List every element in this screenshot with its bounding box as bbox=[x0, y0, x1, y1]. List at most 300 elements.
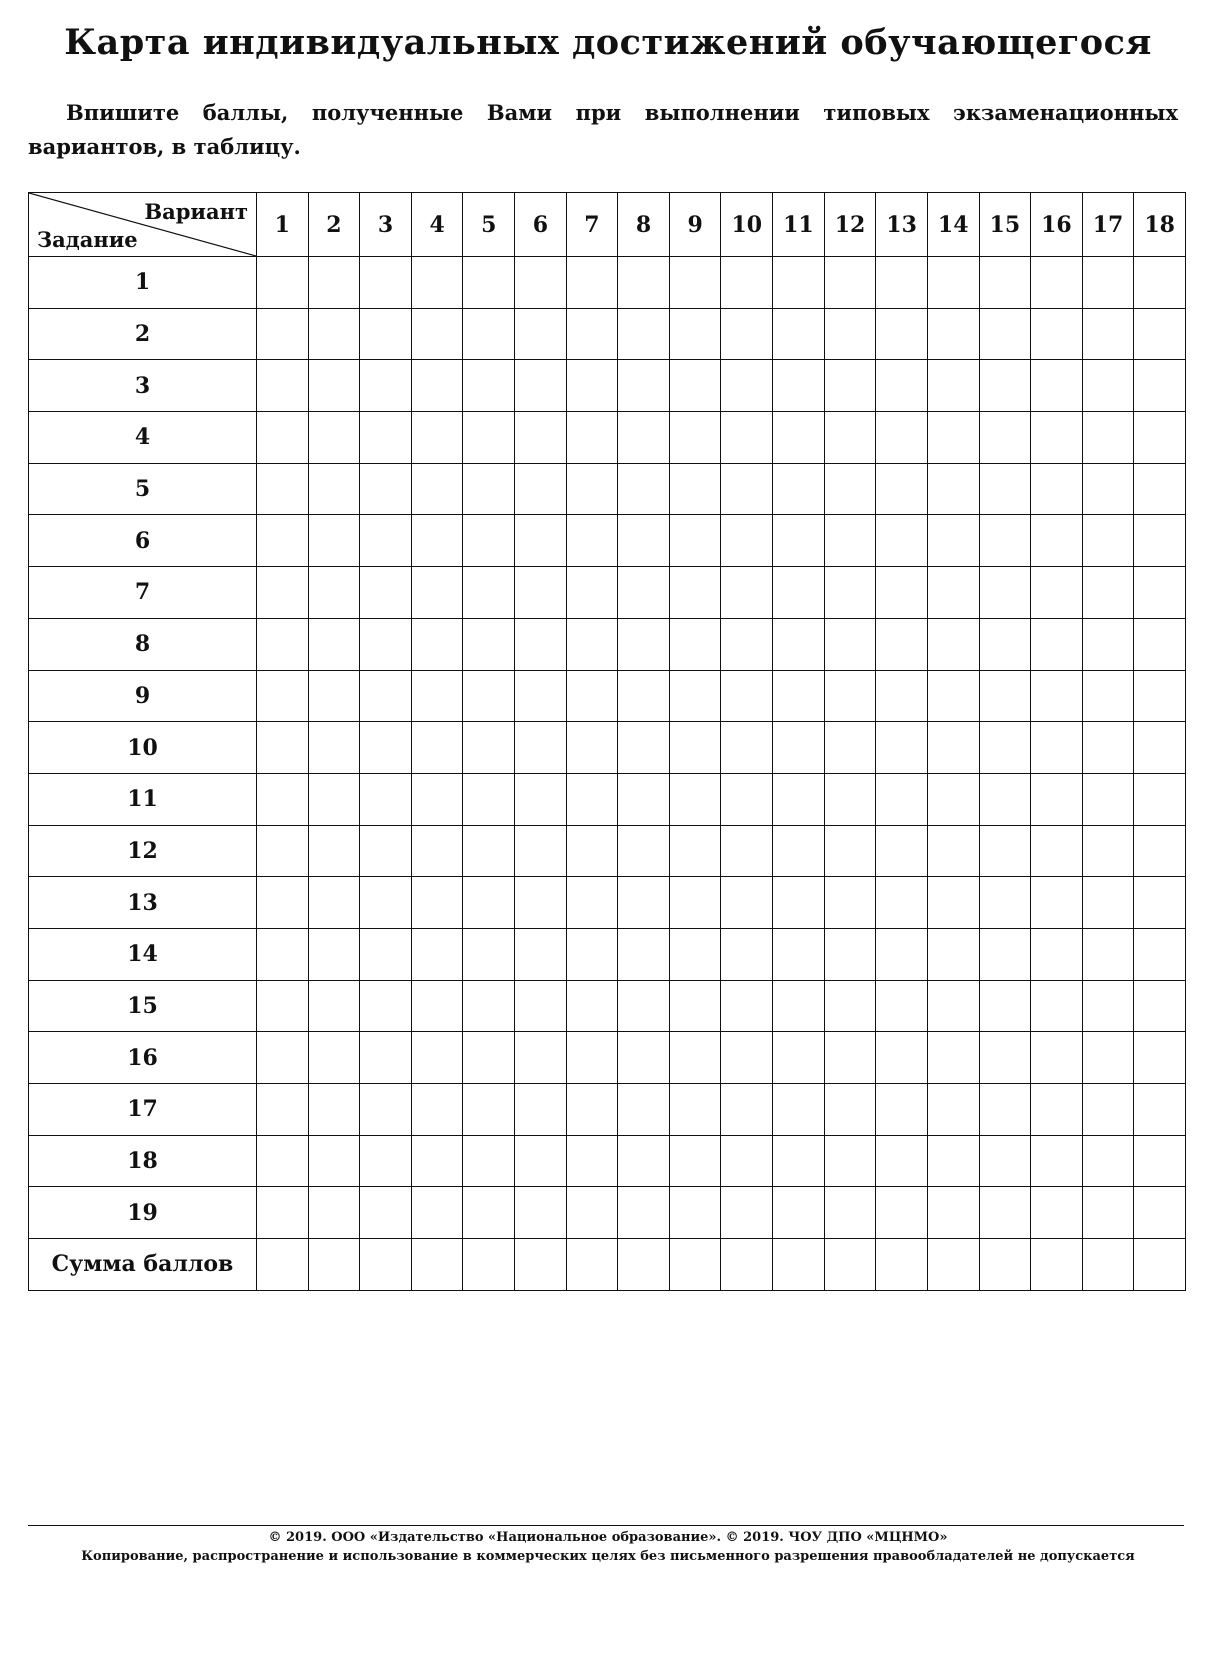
score-cell[interactable] bbox=[257, 412, 309, 464]
score-cell[interactable] bbox=[927, 722, 979, 774]
score-cell[interactable] bbox=[411, 1187, 463, 1239]
score-cell[interactable] bbox=[618, 618, 670, 670]
score-cell[interactable] bbox=[669, 412, 721, 464]
score-cell[interactable] bbox=[1134, 567, 1186, 619]
score-cell[interactable] bbox=[515, 1032, 567, 1084]
score-cell[interactable] bbox=[463, 618, 515, 670]
score-cell[interactable] bbox=[618, 1187, 670, 1239]
score-cell[interactable] bbox=[876, 722, 928, 774]
score-cell[interactable] bbox=[463, 825, 515, 877]
score-cell[interactable] bbox=[773, 515, 825, 567]
score-cell[interactable] bbox=[669, 722, 721, 774]
score-cell[interactable] bbox=[824, 825, 876, 877]
score-cell[interactable] bbox=[515, 463, 567, 515]
score-cell[interactable] bbox=[1031, 1084, 1083, 1136]
score-cell[interactable] bbox=[1134, 1187, 1186, 1239]
score-cell[interactable] bbox=[721, 515, 773, 567]
score-cell[interactable] bbox=[618, 515, 670, 567]
score-cell[interactable] bbox=[927, 980, 979, 1032]
score-cell[interactable] bbox=[463, 773, 515, 825]
score-cell[interactable] bbox=[979, 515, 1031, 567]
score-cell[interactable] bbox=[515, 980, 567, 1032]
score-cell[interactable] bbox=[669, 1239, 721, 1291]
score-cell[interactable] bbox=[669, 1032, 721, 1084]
score-cell[interactable] bbox=[411, 308, 463, 360]
score-cell[interactable] bbox=[979, 980, 1031, 1032]
score-cell[interactable] bbox=[308, 360, 360, 412]
score-cell[interactable] bbox=[515, 1135, 567, 1187]
score-cell[interactable] bbox=[1031, 928, 1083, 980]
score-cell[interactable] bbox=[876, 1084, 928, 1136]
score-cell[interactable] bbox=[566, 257, 618, 309]
score-cell[interactable] bbox=[1082, 877, 1134, 929]
score-cell[interactable] bbox=[721, 1239, 773, 1291]
score-cell[interactable] bbox=[257, 670, 309, 722]
score-cell[interactable] bbox=[360, 567, 412, 619]
score-cell[interactable] bbox=[463, 360, 515, 412]
score-cell[interactable] bbox=[824, 928, 876, 980]
score-cell[interactable] bbox=[927, 618, 979, 670]
score-cell[interactable] bbox=[824, 618, 876, 670]
score-cell[interactable] bbox=[257, 773, 309, 825]
score-cell[interactable] bbox=[257, 722, 309, 774]
score-cell[interactable] bbox=[1082, 722, 1134, 774]
score-cell[interactable] bbox=[1031, 567, 1083, 619]
score-cell[interactable] bbox=[979, 308, 1031, 360]
score-cell[interactable] bbox=[1031, 670, 1083, 722]
score-cell[interactable] bbox=[566, 928, 618, 980]
score-cell[interactable] bbox=[360, 618, 412, 670]
score-cell[interactable] bbox=[669, 567, 721, 619]
score-cell[interactable] bbox=[979, 618, 1031, 670]
score-cell[interactable] bbox=[463, 308, 515, 360]
score-cell[interactable] bbox=[257, 567, 309, 619]
score-cell[interactable] bbox=[257, 877, 309, 929]
score-cell[interactable] bbox=[463, 980, 515, 1032]
score-cell[interactable] bbox=[721, 1135, 773, 1187]
score-cell[interactable] bbox=[824, 722, 876, 774]
score-cell[interactable] bbox=[308, 1032, 360, 1084]
score-cell[interactable] bbox=[1082, 463, 1134, 515]
score-cell[interactable] bbox=[669, 308, 721, 360]
score-cell[interactable] bbox=[308, 825, 360, 877]
score-cell[interactable] bbox=[566, 670, 618, 722]
score-cell[interactable] bbox=[257, 618, 309, 670]
score-cell[interactable] bbox=[257, 308, 309, 360]
score-cell[interactable] bbox=[1134, 308, 1186, 360]
score-cell[interactable] bbox=[824, 877, 876, 929]
score-cell[interactable] bbox=[1134, 257, 1186, 309]
score-cell[interactable] bbox=[1082, 825, 1134, 877]
score-cell[interactable] bbox=[773, 1239, 825, 1291]
score-cell[interactable] bbox=[669, 1084, 721, 1136]
score-cell[interactable] bbox=[1134, 1135, 1186, 1187]
score-cell[interactable] bbox=[876, 1187, 928, 1239]
score-cell[interactable] bbox=[721, 670, 773, 722]
score-cell[interactable] bbox=[411, 877, 463, 929]
score-cell[interactable] bbox=[566, 308, 618, 360]
score-cell[interactable] bbox=[1031, 463, 1083, 515]
score-cell[interactable] bbox=[824, 308, 876, 360]
score-cell[interactable] bbox=[463, 515, 515, 567]
score-cell[interactable] bbox=[515, 825, 567, 877]
score-cell[interactable] bbox=[927, 773, 979, 825]
score-cell[interactable] bbox=[618, 1135, 670, 1187]
score-cell[interactable] bbox=[1082, 1239, 1134, 1291]
score-cell[interactable] bbox=[669, 1135, 721, 1187]
score-cell[interactable] bbox=[927, 928, 979, 980]
score-cell[interactable] bbox=[1082, 773, 1134, 825]
score-cell[interactable] bbox=[515, 257, 567, 309]
score-cell[interactable] bbox=[824, 463, 876, 515]
score-cell[interactable] bbox=[618, 722, 670, 774]
score-cell[interactable] bbox=[257, 515, 309, 567]
score-cell[interactable] bbox=[411, 463, 463, 515]
score-cell[interactable] bbox=[308, 1239, 360, 1291]
score-cell[interactable] bbox=[1134, 825, 1186, 877]
score-cell[interactable] bbox=[257, 1239, 309, 1291]
score-cell[interactable] bbox=[308, 773, 360, 825]
score-cell[interactable] bbox=[876, 928, 928, 980]
score-cell[interactable] bbox=[257, 1135, 309, 1187]
score-cell[interactable] bbox=[411, 1239, 463, 1291]
score-cell[interactable] bbox=[721, 618, 773, 670]
score-cell[interactable] bbox=[257, 463, 309, 515]
score-cell[interactable] bbox=[721, 773, 773, 825]
score-cell[interactable] bbox=[927, 1084, 979, 1136]
score-cell[interactable] bbox=[824, 360, 876, 412]
score-cell[interactable] bbox=[927, 1135, 979, 1187]
score-cell[interactable] bbox=[1031, 360, 1083, 412]
score-cell[interactable] bbox=[773, 1135, 825, 1187]
score-cell[interactable] bbox=[824, 1084, 876, 1136]
score-cell[interactable] bbox=[360, 670, 412, 722]
score-cell[interactable] bbox=[411, 1135, 463, 1187]
score-cell[interactable] bbox=[411, 773, 463, 825]
score-cell[interactable] bbox=[618, 308, 670, 360]
score-cell[interactable] bbox=[1031, 308, 1083, 360]
score-cell[interactable] bbox=[927, 1187, 979, 1239]
score-cell[interactable] bbox=[979, 877, 1031, 929]
score-cell[interactable] bbox=[308, 567, 360, 619]
score-cell[interactable] bbox=[721, 308, 773, 360]
score-cell[interactable] bbox=[515, 618, 567, 670]
score-cell[interactable] bbox=[566, 1187, 618, 1239]
score-cell[interactable] bbox=[257, 1187, 309, 1239]
score-cell[interactable] bbox=[411, 928, 463, 980]
score-cell[interactable] bbox=[824, 1135, 876, 1187]
score-cell[interactable] bbox=[721, 825, 773, 877]
score-cell[interactable] bbox=[876, 1239, 928, 1291]
score-cell[interactable] bbox=[411, 1032, 463, 1084]
score-cell[interactable] bbox=[566, 463, 618, 515]
score-cell[interactable] bbox=[927, 567, 979, 619]
score-cell[interactable] bbox=[824, 1239, 876, 1291]
score-cell[interactable] bbox=[463, 412, 515, 464]
score-cell[interactable] bbox=[515, 515, 567, 567]
score-cell[interactable] bbox=[308, 412, 360, 464]
score-cell[interactable] bbox=[927, 360, 979, 412]
score-cell[interactable] bbox=[515, 928, 567, 980]
score-cell[interactable] bbox=[566, 412, 618, 464]
score-cell[interactable] bbox=[257, 257, 309, 309]
score-cell[interactable] bbox=[566, 567, 618, 619]
score-cell[interactable] bbox=[1031, 618, 1083, 670]
score-cell[interactable] bbox=[1031, 1239, 1083, 1291]
score-cell[interactable] bbox=[257, 1032, 309, 1084]
score-cell[interactable] bbox=[1134, 515, 1186, 567]
score-cell[interactable] bbox=[927, 463, 979, 515]
score-cell[interactable] bbox=[979, 722, 1031, 774]
score-cell[interactable] bbox=[360, 928, 412, 980]
score-cell[interactable] bbox=[618, 257, 670, 309]
score-cell[interactable] bbox=[618, 670, 670, 722]
score-cell[interactable] bbox=[1031, 722, 1083, 774]
score-cell[interactable] bbox=[1082, 257, 1134, 309]
score-cell[interactable] bbox=[1082, 618, 1134, 670]
score-cell[interactable] bbox=[360, 515, 412, 567]
score-cell[interactable] bbox=[669, 618, 721, 670]
score-cell[interactable] bbox=[1134, 877, 1186, 929]
score-cell[interactable] bbox=[773, 980, 825, 1032]
score-cell[interactable] bbox=[1134, 1032, 1186, 1084]
score-cell[interactable] bbox=[515, 1239, 567, 1291]
score-cell[interactable] bbox=[411, 980, 463, 1032]
score-cell[interactable] bbox=[773, 1084, 825, 1136]
score-cell[interactable] bbox=[566, 1084, 618, 1136]
score-cell[interactable] bbox=[1082, 515, 1134, 567]
score-cell[interactable] bbox=[463, 1032, 515, 1084]
score-cell[interactable] bbox=[773, 463, 825, 515]
score-cell[interactable] bbox=[979, 463, 1031, 515]
score-cell[interactable] bbox=[1134, 773, 1186, 825]
score-cell[interactable] bbox=[411, 515, 463, 567]
score-cell[interactable] bbox=[360, 1135, 412, 1187]
score-cell[interactable] bbox=[1082, 308, 1134, 360]
score-cell[interactable] bbox=[618, 1032, 670, 1084]
score-cell[interactable] bbox=[1031, 515, 1083, 567]
score-cell[interactable] bbox=[515, 412, 567, 464]
score-cell[interactable] bbox=[1031, 1187, 1083, 1239]
score-cell[interactable] bbox=[669, 877, 721, 929]
score-cell[interactable] bbox=[463, 463, 515, 515]
score-cell[interactable] bbox=[721, 1032, 773, 1084]
score-cell[interactable] bbox=[927, 308, 979, 360]
score-cell[interactable] bbox=[979, 1239, 1031, 1291]
score-cell[interactable] bbox=[1082, 360, 1134, 412]
score-cell[interactable] bbox=[669, 257, 721, 309]
score-cell[interactable] bbox=[721, 257, 773, 309]
score-cell[interactable] bbox=[1031, 877, 1083, 929]
score-cell[interactable] bbox=[1134, 928, 1186, 980]
score-cell[interactable] bbox=[927, 412, 979, 464]
score-cell[interactable] bbox=[721, 412, 773, 464]
score-cell[interactable] bbox=[308, 980, 360, 1032]
score-cell[interactable] bbox=[1134, 722, 1186, 774]
score-cell[interactable] bbox=[773, 1187, 825, 1239]
score-cell[interactable] bbox=[308, 877, 360, 929]
score-cell[interactable] bbox=[721, 567, 773, 619]
score-cell[interactable] bbox=[979, 412, 1031, 464]
score-cell[interactable] bbox=[308, 618, 360, 670]
score-cell[interactable] bbox=[927, 825, 979, 877]
score-cell[interactable] bbox=[411, 567, 463, 619]
score-cell[interactable] bbox=[979, 1032, 1031, 1084]
score-cell[interactable] bbox=[876, 308, 928, 360]
score-cell[interactable] bbox=[773, 618, 825, 670]
score-cell[interactable] bbox=[979, 928, 1031, 980]
score-cell[interactable] bbox=[566, 1032, 618, 1084]
score-cell[interactable] bbox=[463, 928, 515, 980]
score-cell[interactable] bbox=[1031, 1032, 1083, 1084]
score-cell[interactable] bbox=[360, 773, 412, 825]
score-cell[interactable] bbox=[669, 928, 721, 980]
score-cell[interactable] bbox=[876, 463, 928, 515]
score-cell[interactable] bbox=[669, 670, 721, 722]
score-cell[interactable] bbox=[411, 1084, 463, 1136]
score-cell[interactable] bbox=[566, 877, 618, 929]
score-cell[interactable] bbox=[618, 412, 670, 464]
score-cell[interactable] bbox=[876, 773, 928, 825]
score-cell[interactable] bbox=[1134, 1084, 1186, 1136]
score-cell[interactable] bbox=[566, 515, 618, 567]
score-cell[interactable] bbox=[463, 877, 515, 929]
score-cell[interactable] bbox=[515, 360, 567, 412]
score-cell[interactable] bbox=[721, 360, 773, 412]
score-cell[interactable] bbox=[463, 567, 515, 619]
score-cell[interactable] bbox=[360, 722, 412, 774]
score-cell[interactable] bbox=[721, 980, 773, 1032]
score-cell[interactable] bbox=[463, 1239, 515, 1291]
score-cell[interactable] bbox=[927, 515, 979, 567]
score-cell[interactable] bbox=[721, 928, 773, 980]
score-cell[interactable] bbox=[1082, 670, 1134, 722]
score-cell[interactable] bbox=[979, 360, 1031, 412]
score-cell[interactable] bbox=[824, 1187, 876, 1239]
score-cell[interactable] bbox=[1134, 618, 1186, 670]
score-cell[interactable] bbox=[308, 515, 360, 567]
score-cell[interactable] bbox=[566, 773, 618, 825]
score-cell[interactable] bbox=[979, 1135, 1031, 1187]
score-cell[interactable] bbox=[1031, 257, 1083, 309]
score-cell[interactable] bbox=[927, 1032, 979, 1084]
score-cell[interactable] bbox=[979, 825, 1031, 877]
score-cell[interactable] bbox=[1031, 412, 1083, 464]
score-cell[interactable] bbox=[360, 1187, 412, 1239]
score-cell[interactable] bbox=[257, 1084, 309, 1136]
score-cell[interactable] bbox=[360, 1032, 412, 1084]
score-cell[interactable] bbox=[360, 308, 412, 360]
score-cell[interactable] bbox=[979, 1187, 1031, 1239]
score-cell[interactable] bbox=[1134, 412, 1186, 464]
score-cell[interactable] bbox=[1031, 1135, 1083, 1187]
score-cell[interactable] bbox=[773, 1032, 825, 1084]
score-cell[interactable] bbox=[1082, 1032, 1134, 1084]
score-cell[interactable] bbox=[773, 722, 825, 774]
score-cell[interactable] bbox=[308, 257, 360, 309]
score-cell[interactable] bbox=[1134, 1239, 1186, 1291]
score-cell[interactable] bbox=[669, 980, 721, 1032]
score-cell[interactable] bbox=[360, 463, 412, 515]
score-cell[interactable] bbox=[463, 722, 515, 774]
score-cell[interactable] bbox=[360, 412, 412, 464]
score-cell[interactable] bbox=[515, 877, 567, 929]
score-cell[interactable] bbox=[876, 257, 928, 309]
score-cell[interactable] bbox=[308, 928, 360, 980]
score-cell[interactable] bbox=[566, 1239, 618, 1291]
score-cell[interactable] bbox=[360, 360, 412, 412]
score-cell[interactable] bbox=[876, 515, 928, 567]
score-cell[interactable] bbox=[463, 257, 515, 309]
score-cell[interactable] bbox=[257, 980, 309, 1032]
score-cell[interactable] bbox=[669, 1187, 721, 1239]
score-cell[interactable] bbox=[1031, 980, 1083, 1032]
score-cell[interactable] bbox=[1082, 412, 1134, 464]
score-cell[interactable] bbox=[1082, 1135, 1134, 1187]
score-cell[interactable] bbox=[876, 1032, 928, 1084]
score-cell[interactable] bbox=[1082, 567, 1134, 619]
score-cell[interactable] bbox=[515, 722, 567, 774]
score-cell[interactable] bbox=[463, 670, 515, 722]
score-cell[interactable] bbox=[463, 1135, 515, 1187]
score-cell[interactable] bbox=[618, 1239, 670, 1291]
score-cell[interactable] bbox=[1082, 1084, 1134, 1136]
score-cell[interactable] bbox=[773, 308, 825, 360]
score-cell[interactable] bbox=[618, 1084, 670, 1136]
score-cell[interactable] bbox=[876, 877, 928, 929]
score-cell[interactable] bbox=[1082, 1187, 1134, 1239]
score-cell[interactable] bbox=[618, 877, 670, 929]
score-cell[interactable] bbox=[618, 825, 670, 877]
score-cell[interactable] bbox=[618, 773, 670, 825]
score-cell[interactable] bbox=[308, 308, 360, 360]
score-cell[interactable] bbox=[515, 567, 567, 619]
score-cell[interactable] bbox=[360, 980, 412, 1032]
score-cell[interactable] bbox=[515, 1084, 567, 1136]
score-cell[interactable] bbox=[463, 1187, 515, 1239]
score-cell[interactable] bbox=[566, 825, 618, 877]
score-cell[interactable] bbox=[618, 360, 670, 412]
score-cell[interactable] bbox=[308, 1187, 360, 1239]
score-cell[interactable] bbox=[824, 670, 876, 722]
score-cell[interactable] bbox=[876, 412, 928, 464]
score-cell[interactable] bbox=[824, 567, 876, 619]
score-cell[interactable] bbox=[566, 618, 618, 670]
score-cell[interactable] bbox=[360, 825, 412, 877]
score-cell[interactable] bbox=[1031, 825, 1083, 877]
score-cell[interactable] bbox=[515, 1187, 567, 1239]
score-cell[interactable] bbox=[979, 567, 1031, 619]
score-cell[interactable] bbox=[979, 257, 1031, 309]
score-cell[interactable] bbox=[411, 360, 463, 412]
score-cell[interactable] bbox=[257, 928, 309, 980]
score-cell[interactable] bbox=[979, 1084, 1031, 1136]
score-cell[interactable] bbox=[411, 722, 463, 774]
score-cell[interactable] bbox=[721, 877, 773, 929]
score-cell[interactable] bbox=[773, 257, 825, 309]
score-cell[interactable] bbox=[411, 257, 463, 309]
score-cell[interactable] bbox=[927, 257, 979, 309]
score-cell[interactable] bbox=[876, 825, 928, 877]
score-cell[interactable] bbox=[773, 670, 825, 722]
score-cell[interactable] bbox=[1031, 773, 1083, 825]
score-cell[interactable] bbox=[360, 1239, 412, 1291]
score-cell[interactable] bbox=[566, 722, 618, 774]
score-cell[interactable] bbox=[721, 722, 773, 774]
score-cell[interactable] bbox=[927, 670, 979, 722]
score-cell[interactable] bbox=[411, 670, 463, 722]
score-cell[interactable] bbox=[308, 463, 360, 515]
